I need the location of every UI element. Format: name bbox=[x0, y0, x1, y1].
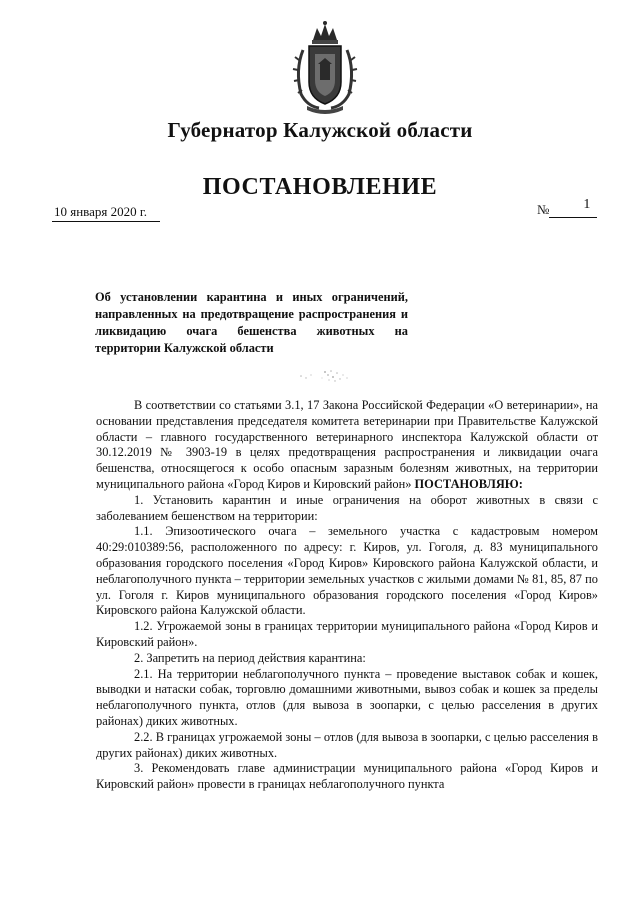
coat-of-arms-icon bbox=[289, 20, 361, 116]
clause-1: 1. Установить карантин и иные ограничения на оборот животных в связи с заболеванием бешенством на территории: bbox=[96, 492, 598, 523]
decree-word: ПОСТАНОВЛЯЮ: bbox=[414, 476, 523, 491]
clause-2-2: 2.2. В границах угрожаемой зоны – отлов (для вывоза в зоопарки, с целью расселения в других районах) диких животных. bbox=[96, 729, 598, 760]
clause-2: 2. Запретить на период действия карантина: bbox=[134, 650, 366, 665]
preamble-text: В соответствии со статьями 3.1, 17 Закона Российской Федерации «О ветеринарии», на основании представления председателя комитета ветеринарии при Правительстве Калужской области – главного государственного ветеринарного инспектора Калужской области от 30.12.2019 № 3903-19 в целях предотвращения распространения и ликвидации очага бешенства, относящегося к особо опасным заразным болезням животных, на территории муниципального района «Город Киров и Кировский район» bbox=[96, 398, 598, 491]
clause-2-1: 2.1. На территории неблагополучного пункта – проведение выставок собак и кошек, выводки и натаски собак, торговлю домашними животными, вывоз собак и кошек за пределы неблагополучного пункта, отлов (для вывоза в зоопарки, с целью расселения в других районах) диких животных. bbox=[96, 666, 598, 728]
document-number bbox=[537, 197, 597, 218]
scan-artifact bbox=[297, 366, 357, 386]
clause-1-2: 1.2. Угрожаемой зоны в границах территории муниципального района «Город Киров и Кировский район». bbox=[96, 619, 598, 649]
clause-1-1: 1.1. Эпизоотического очага – земельного участка с кадастровым номером 40:29:010389:56, расположенного по адресу: г. Киров, ул. Гоголя, д. 83 муниципального образования городского поселения «Город Киров» Кировского района Калужской области, и неблагополучного пункта – территории земельных участков с жилыми домами № 81, 85, 87 по ул. Гоголя г. Киров муниципального образования городского поселения «Город Киров» Кировского района Калужской области. bbox=[96, 524, 598, 618]
number-label: № bbox=[537, 202, 550, 217]
document-subject bbox=[95, 289, 408, 357]
issuing-authority: Губернатор Калужской области bbox=[167, 118, 473, 142]
number-value: 1 bbox=[583, 197, 591, 212]
preamble-paragraph bbox=[96, 398, 598, 493]
clause-3: 3. Рекомендовать главе администрации муниципального района «Город Киров и Кировский район» провести в границах неблагополучного пункта bbox=[96, 761, 598, 792]
subject-text: Об установлении карантина и иных ограничений, направленных на предотвращение распространения и ликвидацию очага бешенства животных на территории Калужской области bbox=[95, 290, 408, 355]
document-body bbox=[96, 398, 598, 793]
document-date: 10 января 2020 г. bbox=[52, 204, 160, 222]
document-type-title: ПОСТАНОВЛЕНИЕ bbox=[202, 174, 438, 200]
